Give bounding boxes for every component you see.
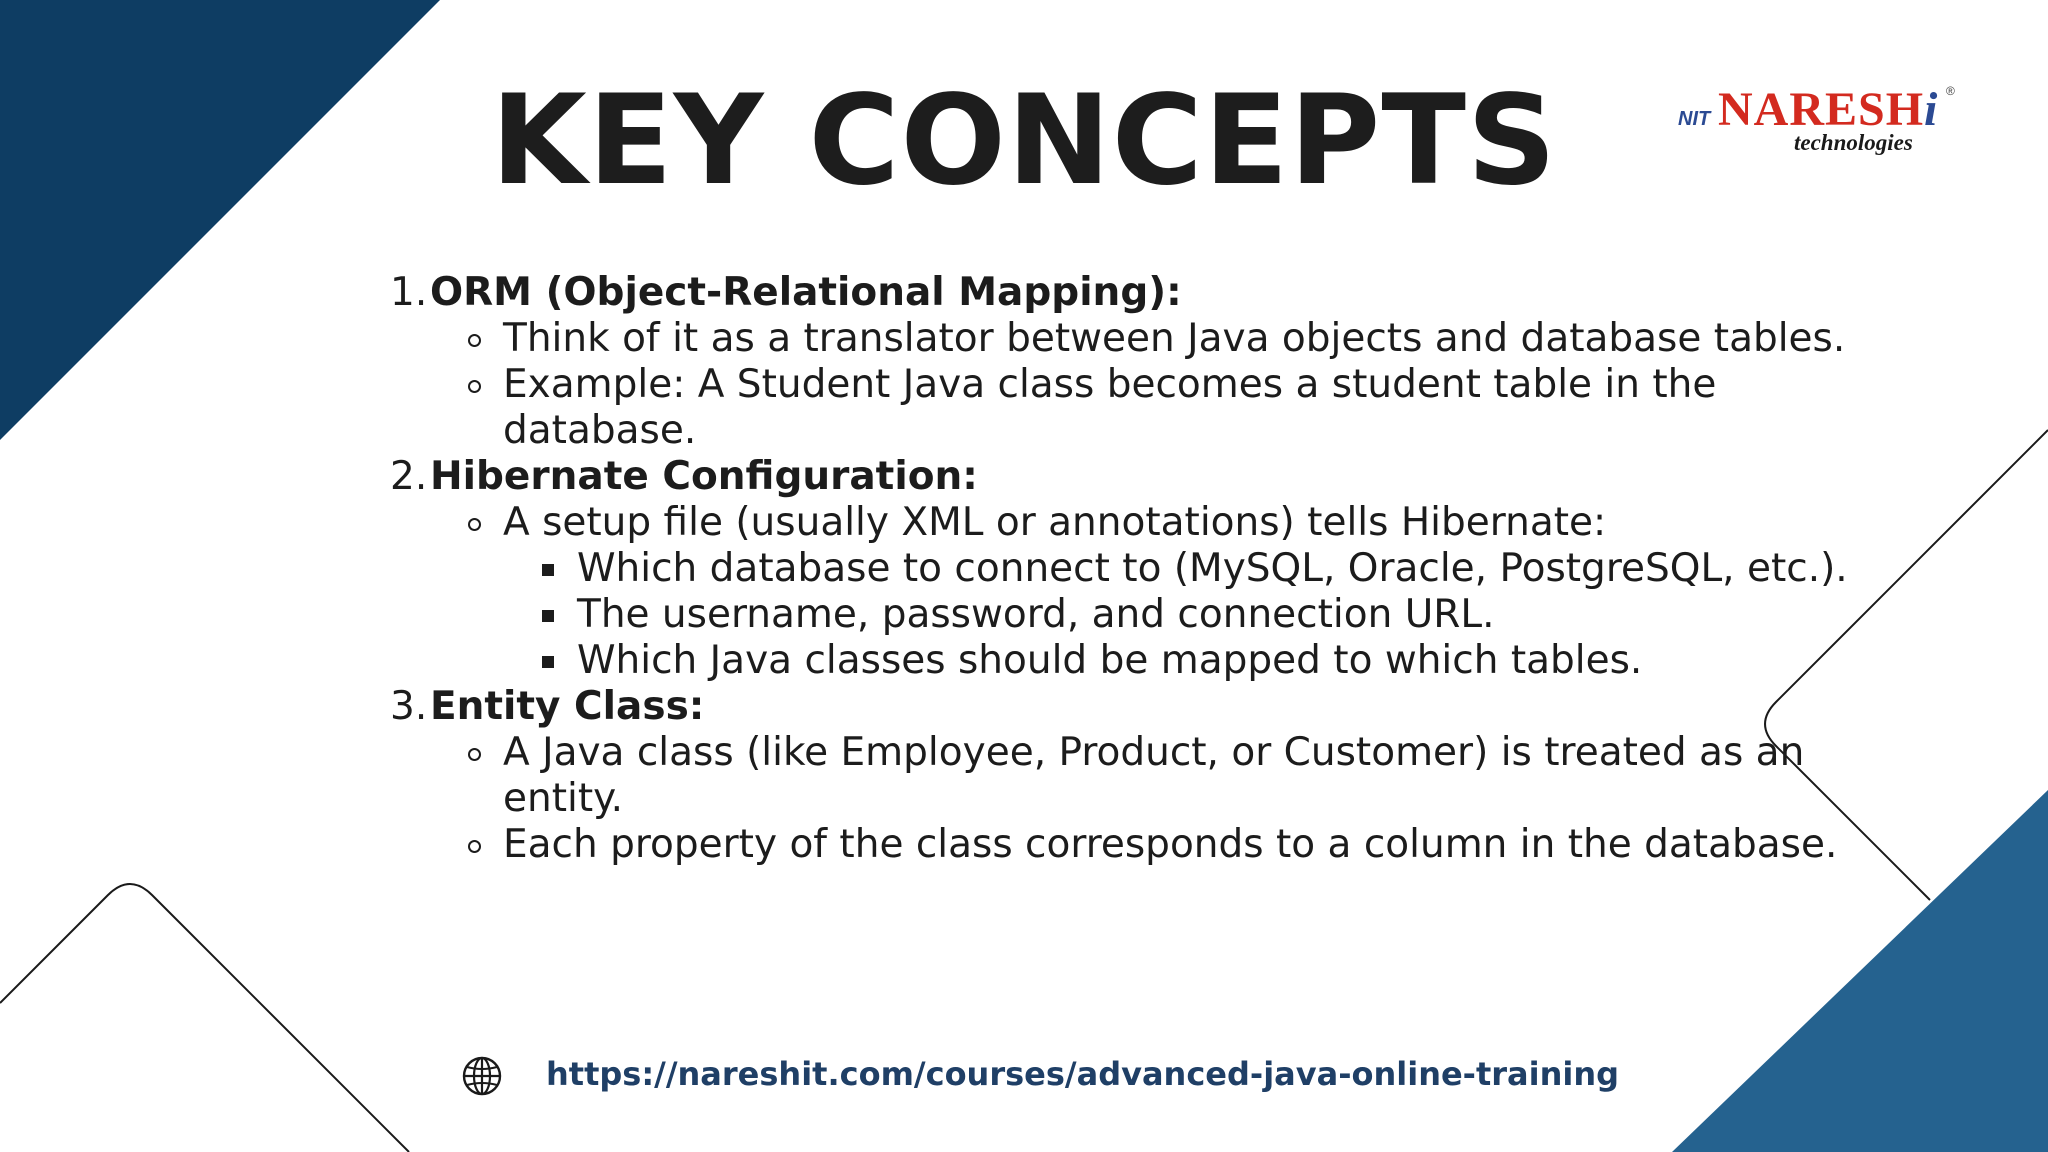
square-bullet-icon xyxy=(542,656,554,668)
square-bullet-icon xyxy=(542,610,554,622)
bullet-text: Think of it as a translator between Java objects and database tables. xyxy=(503,316,1846,361)
square-bullet-icon xyxy=(542,564,554,576)
logo-registered: ® xyxy=(1946,84,1955,98)
course-url-link[interactable]: https://nareshit.com/courses/advanced-java-online-training xyxy=(546,1055,1620,1093)
logo-nit: NIT xyxy=(1678,108,1711,130)
item-number: 2. xyxy=(390,454,428,499)
item-heading: Hibernate Configuration: xyxy=(430,454,978,499)
globe-icon xyxy=(462,1056,502,1096)
bullet-text: A setup file (usually XML or annotations) tells Hibernate: xyxy=(503,500,1607,545)
item-number: 3. xyxy=(390,684,428,729)
nested-bullet xyxy=(390,638,1850,684)
concept-item-orm xyxy=(390,270,1850,316)
hollow-circle-bullet-icon xyxy=(468,840,481,853)
nested-bullet xyxy=(390,592,1850,638)
sub-bullet xyxy=(390,730,1850,822)
concepts-list xyxy=(390,270,1850,868)
item-number: 1. xyxy=(390,270,428,315)
nested-bullet-text: The username, password, and connection URL. xyxy=(577,592,1495,637)
item-heading: ORM (Object-Relational Mapping): xyxy=(430,270,1182,315)
bullet-text: Each property of the class corresponds to a column in the database. xyxy=(503,822,1838,867)
nested-bullet xyxy=(390,546,1850,592)
naresh-logo xyxy=(1608,70,1964,166)
nested-bullet-text: Which database to connect to (MySQL, Oracle, PostgreSQL, etc.). xyxy=(577,546,1848,591)
bullet-text: A Java class (like Employee, Product, or Customer) is treated as an entity. xyxy=(503,730,1805,821)
bullet-text: Example: A Student Java class becomes a student table in the database. xyxy=(503,362,1717,453)
sub-bullet xyxy=(390,362,1850,454)
concept-item-hibernate-configuration xyxy=(390,454,1850,500)
logo-tagline: technologies xyxy=(1794,130,1913,155)
sub-bullet xyxy=(390,822,1850,868)
logo-brand: NARESHi xyxy=(1718,83,1939,136)
sub-bullet xyxy=(390,316,1850,362)
sub-bullet xyxy=(390,500,1850,546)
navy-corner-shape xyxy=(0,0,440,440)
page-title: KEY CONCEPTS xyxy=(490,69,1558,213)
outline-shape-left xyxy=(0,884,409,1152)
concept-item-entity-class xyxy=(390,684,1850,730)
hollow-circle-bullet-icon xyxy=(468,334,481,347)
hollow-circle-bullet-icon xyxy=(468,380,481,393)
hollow-circle-bullet-icon xyxy=(468,748,481,761)
nested-bullet-text: Which Java classes should be mapped to which tables. xyxy=(577,638,1643,683)
item-heading: Entity Class: xyxy=(430,684,705,729)
hollow-circle-bullet-icon xyxy=(468,518,481,531)
